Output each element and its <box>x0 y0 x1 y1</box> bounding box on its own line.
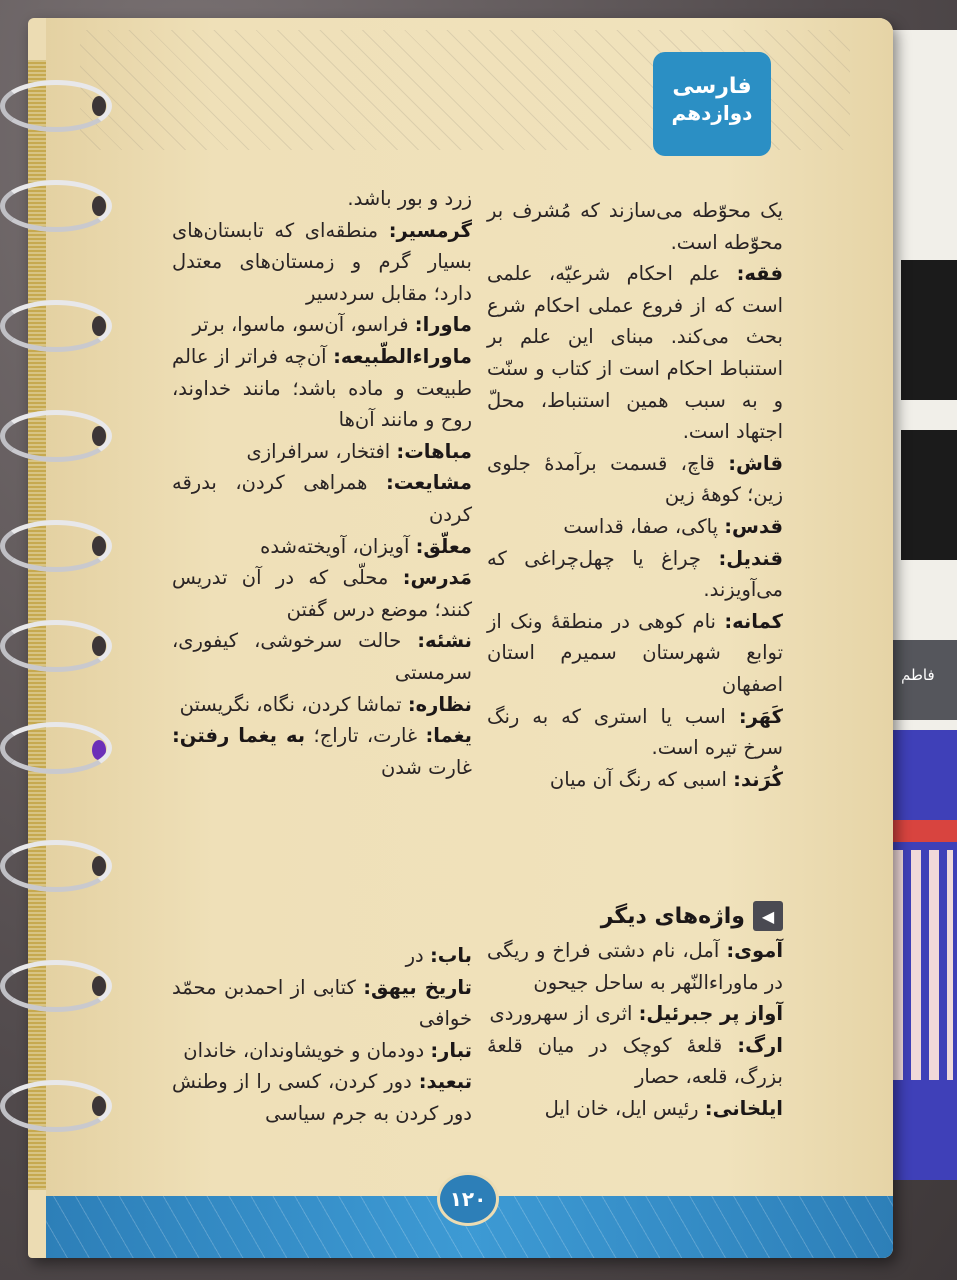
cover-author-text: فاطم <box>901 666 935 684</box>
spiral-ring <box>0 80 112 132</box>
cover-graphic <box>901 260 957 400</box>
glossary-column-right-other-words <box>487 935 783 1125</box>
glossary-entry: مشایعت: همراهی کردن، بدرقه کردن <box>172 471 472 526</box>
glossary-entry: ماورا: فراسو، آن‌سو، ماسوا، برتر <box>192 313 472 337</box>
glossary-entry: مَدرس: محلّی که در آن تدریس کنند؛ موضع درس گفتن <box>172 566 472 621</box>
glossary-entry: مباهات: افتخار، سرافرازی <box>246 439 472 463</box>
glossary-entry: کُرَند: اسبی که رنگ آن میان <box>549 767 783 791</box>
cover-band <box>883 820 957 842</box>
glossary-entry: قندیل: چراغ یا چهل‌چراغی که می‌آویزند. <box>487 546 783 602</box>
glossary-entry: نشئه: حالت سرخوشی، کیفوری، سرمستی <box>172 629 472 684</box>
spiral-ring <box>0 520 112 572</box>
spiral-ring <box>0 840 112 892</box>
glossary-entry: ماوراءالطّبیعه: آن‌چه فراتر از عالم طبیعت و ماده باشد؛ مانند خداوند، روح و مانند آن‌ها <box>172 344 473 432</box>
glossary-entry: معلّق: آویزان، آویخته‌شده <box>260 534 472 558</box>
spiral-ring <box>0 960 112 1012</box>
glossary-column-right <box>487 195 783 795</box>
glossary-entry: یک محوّطه می‌سازند که مُشرف بر محوّطه است. <box>487 199 783 254</box>
glossary-entry: قاش: قاچ، قسمت برآمدهٔ جلوی زین؛ کوههٔ زین <box>487 451 783 507</box>
glossary-entry: زرد و بور باشد. <box>347 187 472 210</box>
glossary-entry: تبعید: دور کردن، کسی را از وطنش دور کردن به جرم سیاسی <box>172 1070 473 1125</box>
page-number: ۱۲۰ <box>437 1172 499 1226</box>
spiral-ring <box>0 180 112 232</box>
glossary-entry: ارگ: قلعهٔ کوچک در میان قلعهٔ بزرگ، قلعه، حصار <box>487 1033 783 1089</box>
cover-pattern <box>893 850 953 1080</box>
spiral-ring <box>0 620 112 672</box>
glossary-entry: تاریخ بیهق: کتابی از احمدبن محمّد خوافی <box>172 975 473 1031</box>
section-title: واژه‌های دیگر <box>600 903 745 929</box>
badge-subject: فارسی <box>672 74 752 99</box>
subject-badge <box>653 52 771 156</box>
glossary-column-left <box>172 183 472 783</box>
glossary-entry: فقه: علم احکام شرعیّه، علمی است که از فروع عملی احکام شرع بحث می‌کند. مبنای این علم بر استنباط احکام است از کتاب و سنّت و به سبب همین استنباط، محلّ اجتهاد است. <box>487 262 783 444</box>
spiral-ring <box>0 300 112 352</box>
triangle-marker-icon: ◀ <box>753 901 783 931</box>
glossary-entry: گرمسیر: منطقه‌ای که تابستان‌های بسیار گرم و زمستان‌های معتدل دارد؛ مقابل سردسیر <box>172 218 472 305</box>
glossary-entry: آواز پر جبرئیل: اثری از سهروردی <box>489 1002 783 1026</box>
spiral-ring <box>0 1080 112 1132</box>
glossary-entry: کمانه: نام کوهی در منطقهٔ ونک از توابع شهرستان سمیرم استان اصفهان <box>487 609 783 696</box>
glossary-entry: ایلخانی: رئیس ایل، خان ایل <box>544 1096 783 1120</box>
glossary-entry: یغما: غارت، تاراج؛ به یغما رفتن: غارت شدن <box>172 724 473 779</box>
glossary-entry: آموی: آمل، نام دشتی فراخ و ریگی در ماوراءالنّهر به ساحل جیحون <box>487 939 783 994</box>
glossary-column-left-other-words <box>172 940 472 1130</box>
spiral-ring <box>0 410 112 462</box>
spiral-ring <box>0 722 112 774</box>
glossary-entry: کَهَر: اسب یا استری که به رنگ سرخ تیره است. <box>487 704 783 760</box>
section-heading <box>583 896 783 936</box>
glossary-entry: نظاره: تماشا کردن، نگاه، نگریستن <box>179 692 472 716</box>
glossary-entry: باب: در <box>405 944 472 967</box>
glossary-entry: تبار: دودمان و خویشاوندان، خاندان <box>183 1038 472 1062</box>
cover-graphic <box>901 430 957 560</box>
badge-grade: دوازدهم <box>671 101 753 125</box>
glossary-entry: قدس: پاکی، صفا، قداست <box>563 514 783 538</box>
